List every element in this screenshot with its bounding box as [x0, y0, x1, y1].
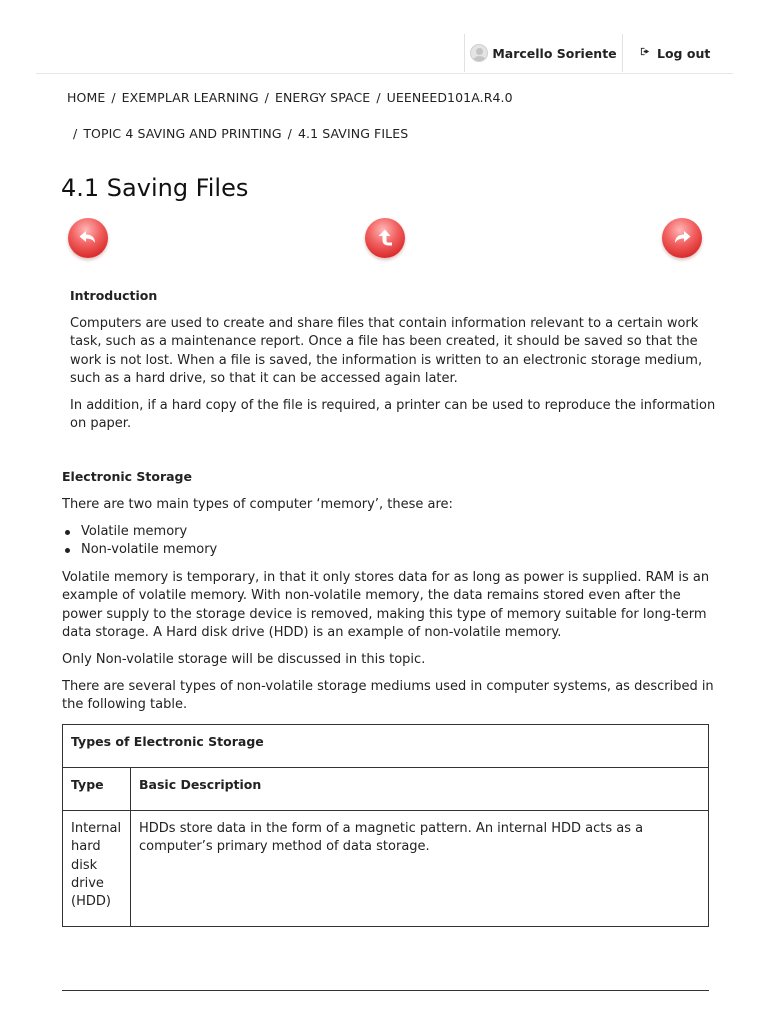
memory-types-list: [62, 523, 217, 560]
breadcrumb-separator: /: [111, 90, 116, 105]
list-item: Volatile memory: [62, 523, 217, 541]
storage-paragraph-4: There are several types of non-volatile storage mediums used in computer systems, as described in the following table.: [62, 679, 714, 713]
breadcrumb-energy-space[interactable]: ENERGY SPACE: [274, 90, 371, 105]
breadcrumb-separator: /: [73, 126, 78, 141]
breadcrumb-separator: /: [287, 126, 292, 141]
table-caption: Types of Electronic Storage: [63, 725, 709, 768]
storage-types-table: [62, 724, 709, 927]
breadcrumb-unit[interactable]: UEENEED101A.R4.0: [386, 90, 513, 105]
table-row: [63, 811, 709, 927]
column-header-type: Type: [63, 768, 131, 811]
breadcrumb-separator: /: [264, 90, 269, 105]
table-caption-row: [63, 725, 709, 768]
table-cell-description: HDDs store data in the form of a magnetic pattern. An internal HDD acts as a computer’s primary method of data storage.: [131, 811, 709, 927]
up-button[interactable]: [365, 218, 405, 258]
intro-paragraph-1: Computers are used to create and share files that contain information relevant to a certain work task, such as a maintenance report. Once a file has been created, it should be saved so that the work is not lost. When a file is saved, the information is written to an electronic storage medium, such as a hard drive, so that it can be accessed again later.: [70, 316, 703, 386]
breadcrumb: [67, 90, 513, 105]
user-menu[interactable]: [464, 34, 623, 72]
back-button[interactable]: [68, 218, 108, 258]
storage-paragraph-1: There are two main types of computer ‘memory’, these are:: [62, 497, 453, 512]
column-header-description: Basic Description: [131, 768, 709, 811]
logout-button[interactable]: [640, 34, 710, 72]
breadcrumb-separator: /: [376, 90, 381, 105]
list-item: Non-volatile memory: [62, 541, 217, 559]
breadcrumb-current: 4.1 SAVING FILES: [297, 126, 409, 141]
electronic-storage-heading: Electronic Storage: [62, 469, 192, 484]
divider: [62, 990, 709, 991]
logout-icon: [640, 46, 651, 60]
page-title: 4.1 Saving Files: [61, 174, 249, 202]
table-cell-type: Internal hard disk drive (HDD): [63, 811, 131, 927]
up-arrow-icon: [373, 226, 397, 250]
user-name: Marcello Soriente: [492, 45, 617, 61]
breadcrumb-continued: [73, 126, 408, 141]
intro-paragraph-2: In addition, if a hard copy of the file is required, a printer can be used to reproduce the information on paper.: [70, 398, 716, 432]
breadcrumb-exemplar-learning[interactable]: EXEMPLAR LEARNING: [121, 90, 259, 105]
table-header-row: [63, 768, 709, 811]
logout-label: Log out: [657, 45, 711, 61]
breadcrumb-home[interactable]: HOME: [67, 90, 106, 105]
breadcrumb-topic[interactable]: TOPIC 4 SAVING AND PRINTING: [83, 126, 282, 141]
avatar: [470, 44, 488, 62]
forward-arrow-icon: [670, 226, 694, 250]
introduction-heading: Introduction: [70, 288, 158, 303]
back-arrow-icon: [76, 226, 100, 250]
forward-button[interactable]: [662, 218, 702, 258]
storage-paragraph-3: Only Non-volatile storage will be discussed in this topic.: [62, 652, 426, 667]
storage-paragraph-2: Volatile memory is temporary, in that it only stores data for as long as power is supplied. RAM is an example of volatile memory. With non-volatile memory, the data remains stored even after the power supply to the storage device is removed, making this type of memory suitable for long-term data storage. A Hard disk drive (HDD) is an example of non-volatile memory.: [62, 570, 710, 640]
top-bar: [36, 34, 733, 74]
